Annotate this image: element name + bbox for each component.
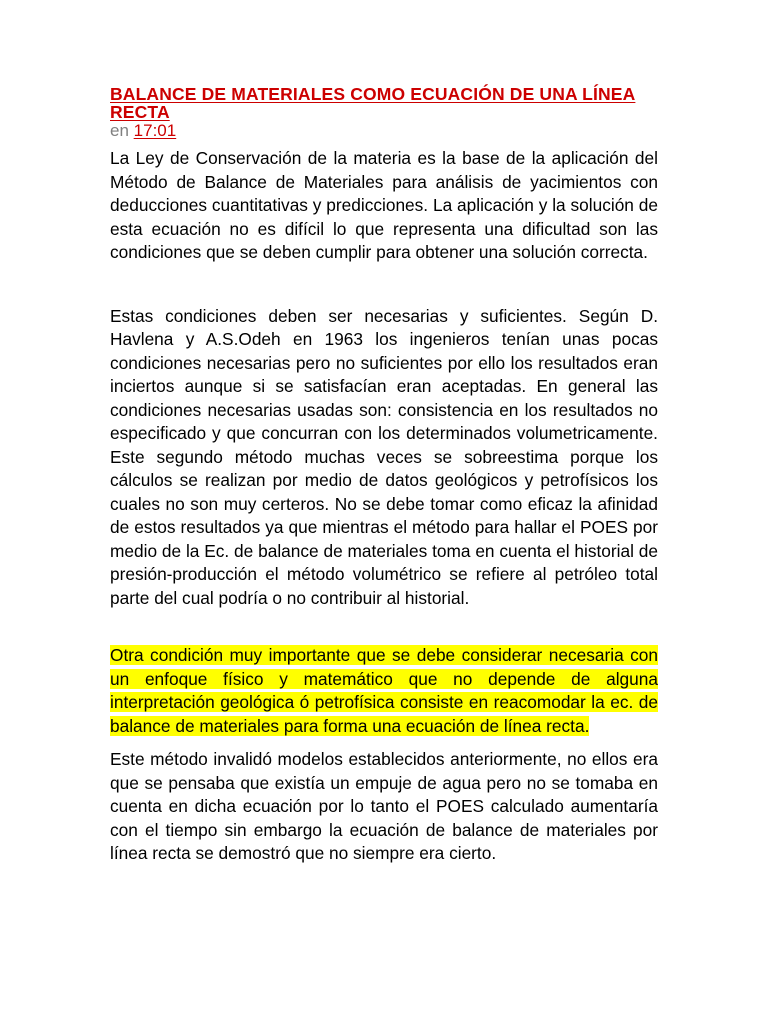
- document-page: [110, 85, 658, 866]
- paragraph-1: La Ley de Conservación de la materia es la base de la aplicación del Método de Balance de Materiales para análisis de yacimientos con deducciones cuantitativas y predicciones. La aplicación y la solución de esta ecuación no es difícil lo que representa una dificultad son las condiciones que se deben cumplir para obtener una solución correcta.: [110, 148, 658, 262]
- paragraph-2: Estas condiciones deben ser necesarias y suficientes. Según D. Havlena y A.S.Odeh en 1963 los ingenieros tenían unas pocas condiciones necesarias pero no suficientes por ello los resultados eran inciertos aunque si se satisfacían eran aceptadas. En general las condiciones necesarias usadas son: consistencia en los resultados no especificado y que concurran con los determinados volumetricamente. Este segundo método muchas veces se sobreestima porque los cálculos se realizan por medio de datos geológicos y petrofísicos los cuales no son muy certeros. No se debe tomar como eficaz la afinidad de estos resultados ya que mientras el método para hallar el POES por medio de la Ec. de balance de materiales toma en cuenta el historial de presión-producción el método volumétrico se refiere al petróleo total parte del cual podría o no contribuir al historial.: [110, 305, 658, 608]
- meta-prefix: en: [110, 121, 129, 140]
- paragraph-3-highlighted: [110, 644, 658, 738]
- document-title[interactable]: BALANCE DE MATERIALES COMO ECUACIÓN DE UNA LÍNEA RECTA: [110, 84, 636, 122]
- post-time-link[interactable]: 17:01: [133, 121, 177, 140]
- highlighted-text: Otra condición muy importante que se debe considerar necesaria con un enfoque físico y matemático que no depende de alguna interpretación geológica ó petrofísica consiste en reacomodar la ec. de balance de materiales para forma una ecuación de línea recta.: [110, 645, 658, 736]
- post-meta: [110, 121, 658, 141]
- paragraph-4: Este método invalidó modelos establecidos anteriormente, no ellos era que se pensaba que existía un empuje de agua pero no se tomaba en cuenta en dicha ecuación por lo tanto el POES calculado aumentaría con el tiempo sin embargo la ecuación de balance de materiales por línea recta se demostró que no siempre era cierto.: [110, 749, 658, 863]
